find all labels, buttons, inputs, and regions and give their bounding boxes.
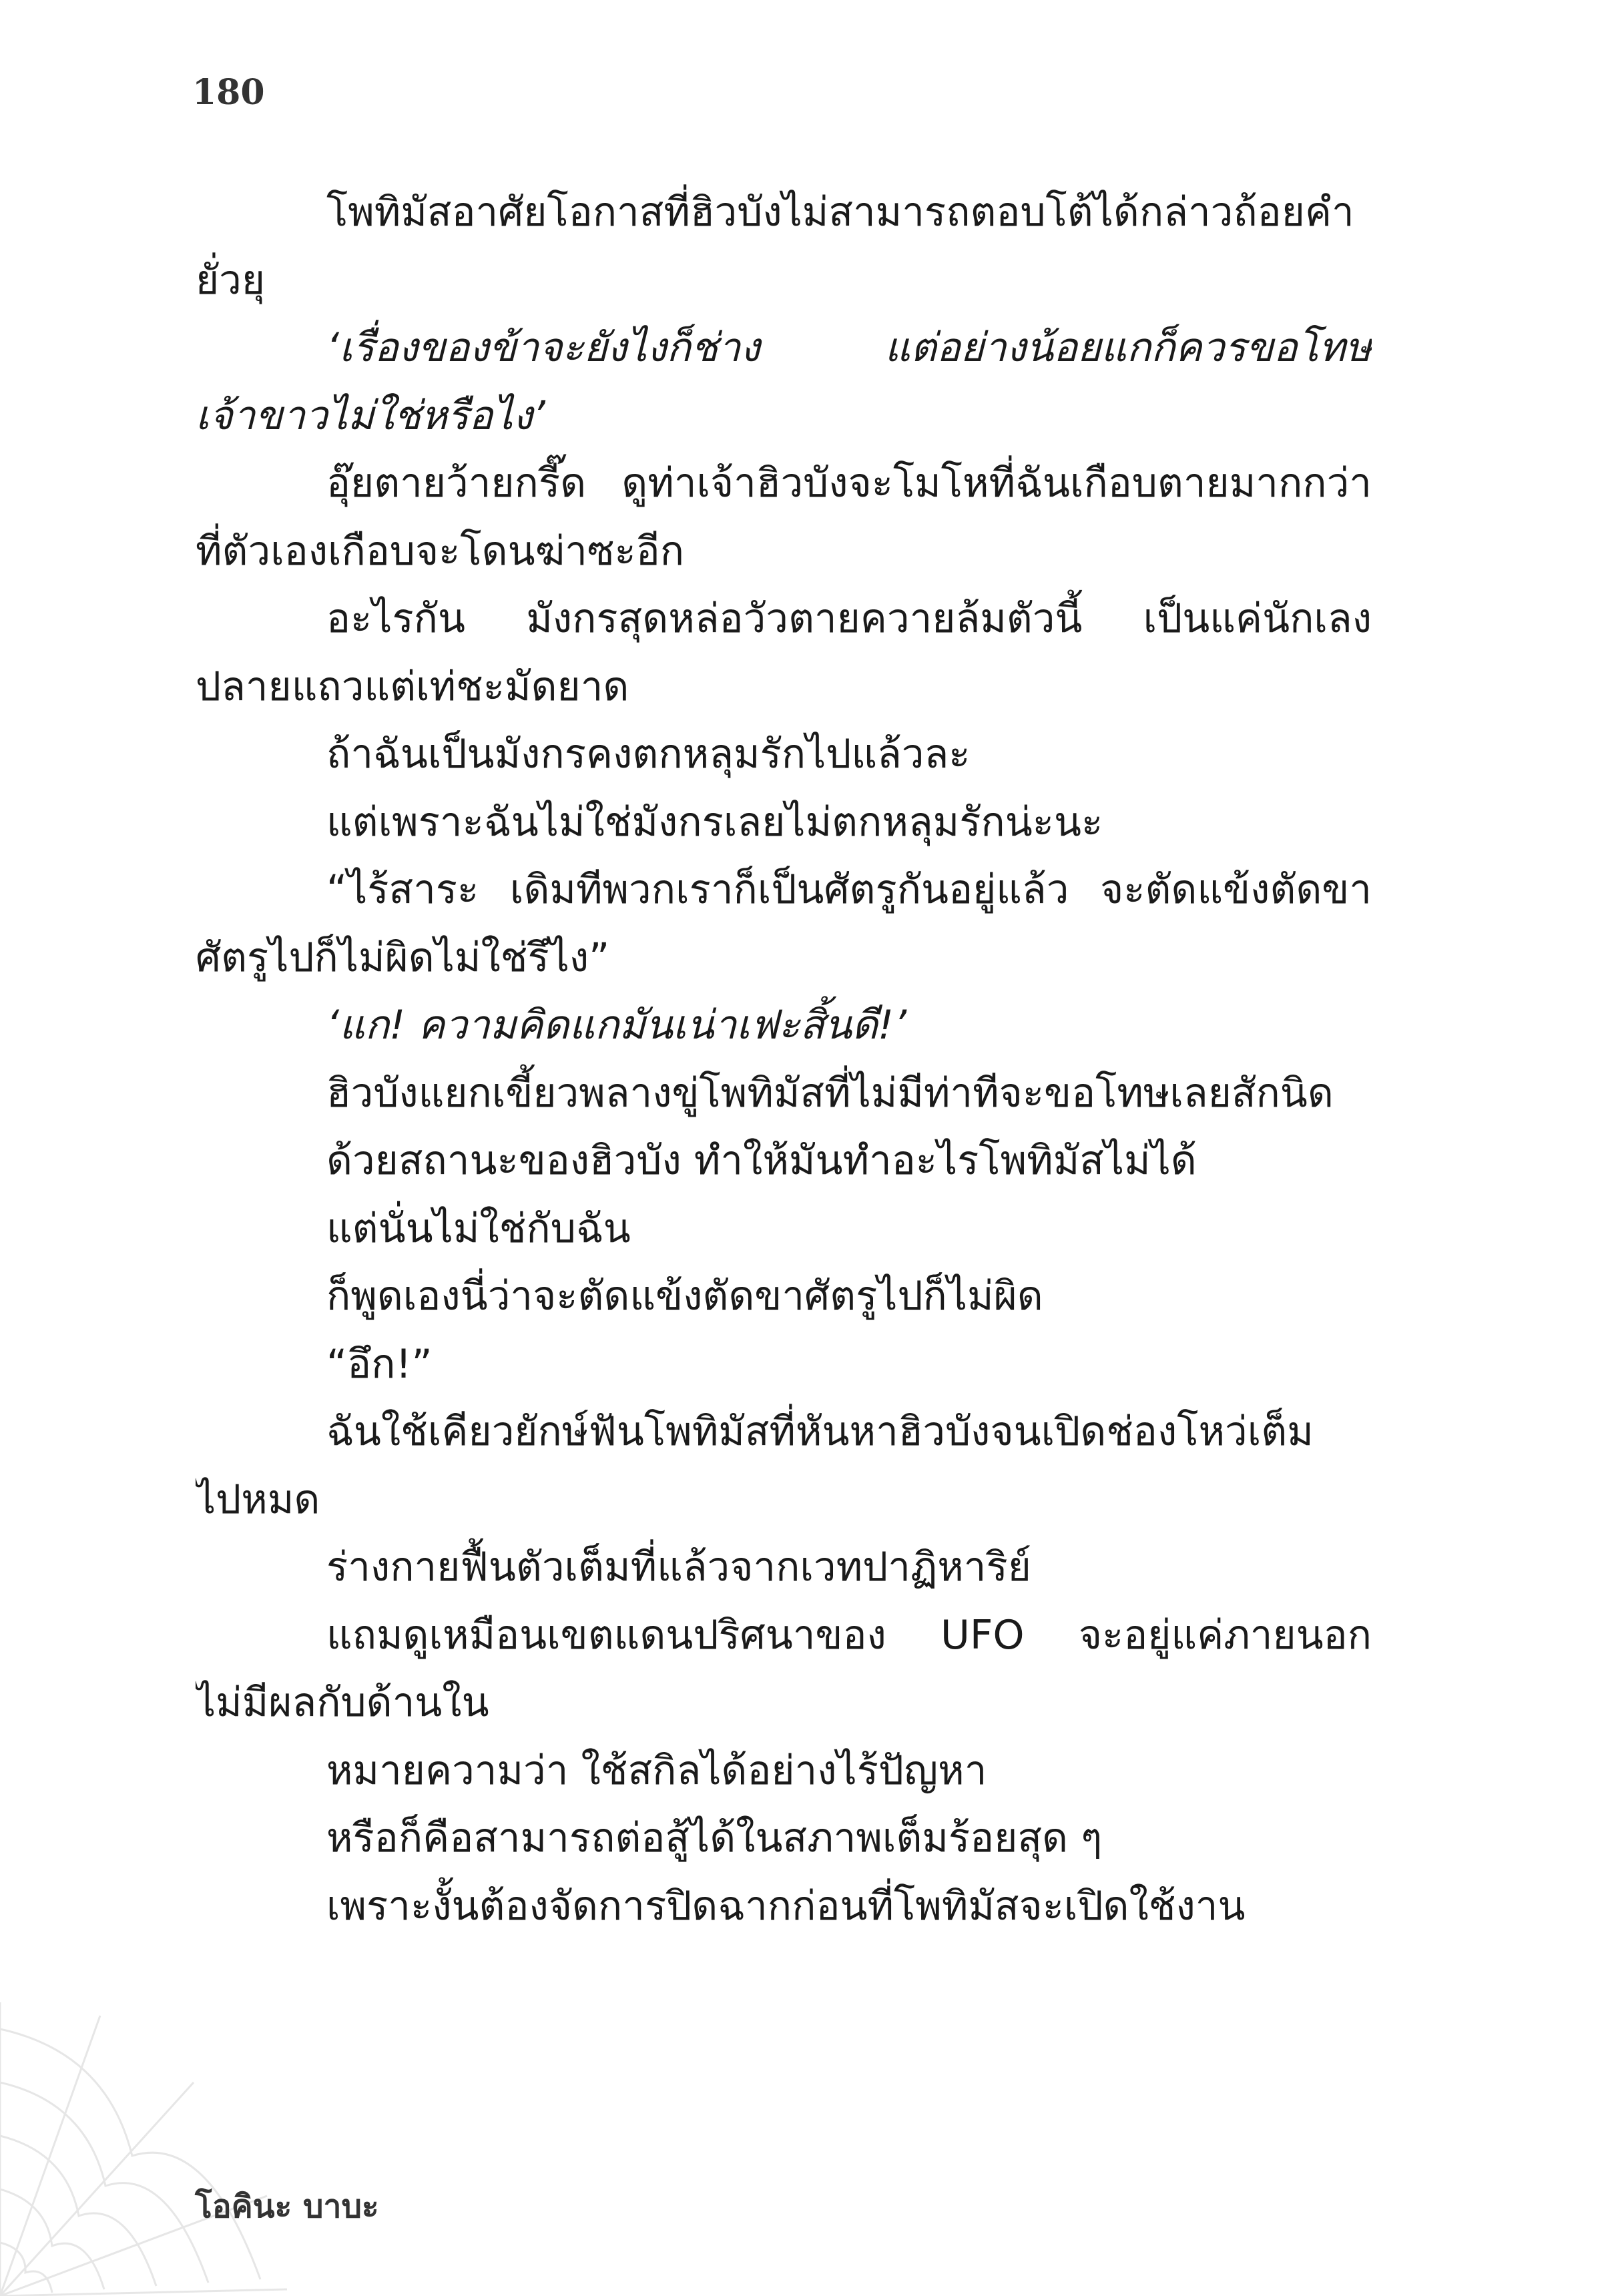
text-line: เพราะงั้นต้องจัดการปิดฉากก่อนที่โพทิมัสจะเปิดใช้งาน <box>326 1882 1246 1930</box>
text-line: ไม่มีผลกับด้านใน <box>196 1679 489 1726</box>
text-line: ‘แก! ความคิดแกมันเน่าเฟะสิ้นดี!’ <box>326 1002 907 1049</box>
text-line: ถ้าฉันเป็นมังกรคงตกหลุมรักไปแล้วละ <box>326 731 971 778</box>
text-line: ฮิวบังแยกเขี้ยวพลางขู่โพทิมัสที่ไม่มีท่าทีจะขอโทษเลยสักนิด <box>326 1069 1334 1117</box>
text-line: ปลายแถวแต่เท่ชะมัดยาด <box>196 663 629 710</box>
text-line: “ไร้สาระ เดิมทีพวกเราก็เป็นศัตรูกันอยู่แล้ว จะตัดแข้งตัดขา <box>326 866 1372 913</box>
text-line: เจ้าขาวไม่ใช่หรือไง’ <box>196 392 545 439</box>
text-line: ที่ตัวเองเกือบจะโดนฆ่าซะอีก <box>196 527 685 575</box>
page-number: 180 <box>192 72 265 113</box>
text-line: ยั่วยุ <box>196 256 266 304</box>
author-name: โอคินะ บาบะ <box>195 2188 379 2225</box>
text-line: ฉันใช้เคียวยักษ์ฟันโพทิมัสที่หันหาฮิวบังจนเปิดช่องโหว่เต็ม <box>326 1408 1314 1455</box>
text-line: อุ๊ยตายว้ายกรี๊ด ดูท่าเจ้าฮิวบังจะโมโหที่ฉันเกือบตายมากกว่า <box>326 460 1372 507</box>
text-line: ‘เรื่องของข้าจะยังไงก็ช่าง แต่อย่างน้อยแกก็ควรขอโทษ <box>326 324 1372 371</box>
text-line: แต่เพราะฉันไม่ใช่มังกรเลยไม่ตกหลุมรักน่ะนะ <box>326 798 1103 846</box>
text-line: อะไรกัน มังกรสุดหล่อวัวตายควายล้มตัวนี้ เป็นแค่นักเลง <box>326 595 1372 642</box>
text-line: แถมดูเหมือนเขตแดนปริศนาของ UFO จะอยู่แค่ภายนอก <box>326 1611 1372 1659</box>
text-line: ร่างกายฟื้นตัวเต็มที่แล้วจากเวทปาฏิหาริย์ <box>326 1544 1031 1591</box>
text-line: ด้วยสถานะของฮิวบัง ทำให้มันทำอะไรโพทิมัสไม่ได้ <box>326 1137 1197 1184</box>
body-text <box>196 179 1372 1940</box>
text-line: “อึก!” <box>326 1340 433 1388</box>
text-line: แต่นั่นไม่ใช่กับฉัน <box>326 1205 631 1252</box>
text-line: หมายความว่า ใช้สกิลได้อย่างไร้ปัญหา <box>326 1747 987 1794</box>
text-line: หรือก็คือสามารถต่อสู้ได้ในสภาพเต็มร้อยสุด ๆ <box>326 1815 1103 1861</box>
text-line: ศัตรูไปก็ไม่ผิดไม่ใช่รึไง” <box>196 934 610 981</box>
text-line: โพทิมัสอาศัยโอกาสที่ฮิวบังไม่สามารถตอบโต้ได้กล่าวถ้อยคำ <box>326 189 1354 236</box>
text-line: ก็พูดเองนี่ว่าจะตัดแข้งตัดขาศัตรูไปก็ไม่ผิด <box>326 1273 1043 1320</box>
spider-web-icon <box>0 2002 287 2296</box>
text-line: ไปหมด <box>196 1476 320 1523</box>
